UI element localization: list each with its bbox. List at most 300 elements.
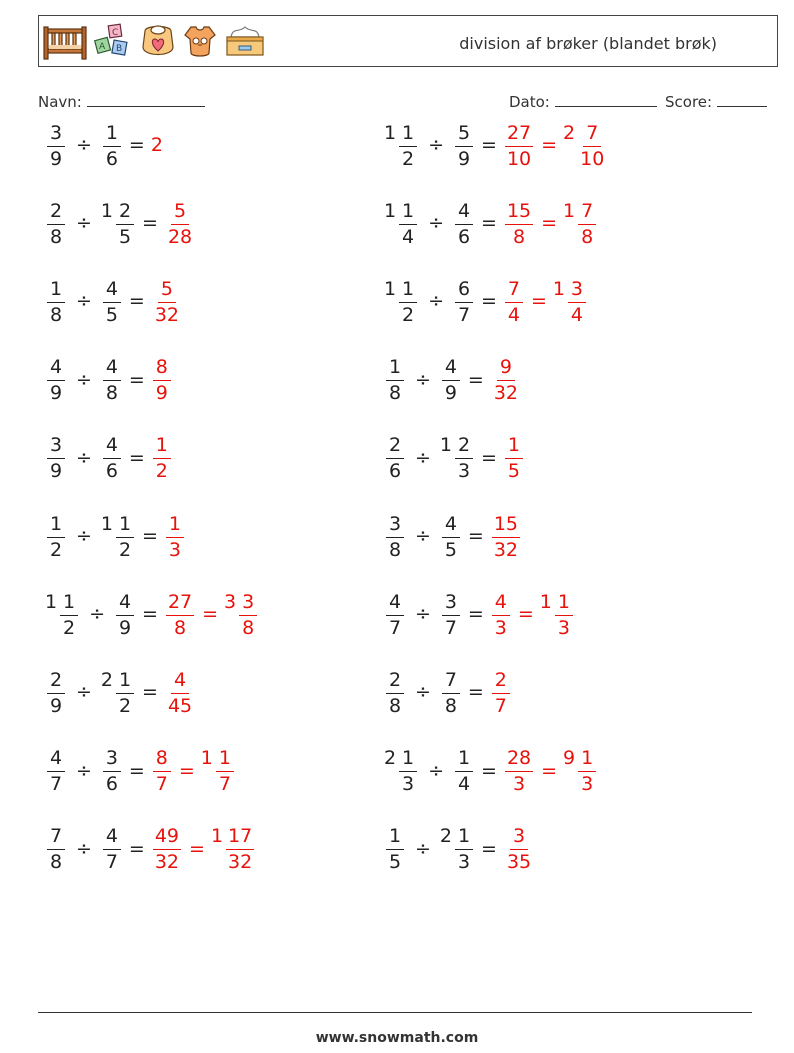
worksheet-title: division af brøker (blandet brøk)	[459, 34, 717, 53]
dividend-fraction	[386, 436, 404, 481]
answer	[164, 199, 196, 248]
answer-mixed-fraction	[216, 749, 234, 794]
dividend-denominator: 2	[49, 538, 63, 561]
divisor-denominator: 7	[105, 851, 118, 874]
divide-sign: ÷	[76, 759, 92, 782]
answer	[503, 747, 535, 796]
divide-sign: ÷	[76, 134, 92, 156]
divide-sign: ÷	[428, 212, 445, 235]
answer-denominator: 8	[512, 225, 526, 248]
problem-item	[384, 428, 525, 488]
divisor-denominator: 6	[105, 773, 118, 796]
answer-numerator: 5	[171, 202, 189, 225]
answer-mixed-denominator: 4	[570, 303, 583, 326]
answer-denominator: 32	[154, 851, 180, 874]
answer-mixed-numerator: 17	[226, 827, 254, 850]
answer-mixed	[553, 278, 588, 325]
answer	[164, 669, 196, 716]
equals-sign: =	[467, 525, 484, 547]
answer-mixed	[200, 747, 236, 796]
answer	[164, 513, 186, 560]
divisor-numerator: 2	[455, 436, 473, 459]
divisor-denominator: 8	[105, 382, 118, 405]
dividend	[45, 200, 67, 247]
answer	[503, 825, 535, 872]
footer-website: www.snowmath.com	[315, 1030, 479, 1046]
dividend-numerator: 3	[386, 515, 404, 538]
answer-denominator: 9	[155, 382, 168, 405]
divisor-fraction	[442, 668, 460, 717]
problem-item	[45, 271, 183, 331]
answer-mixed	[201, 747, 236, 794]
divisor	[101, 200, 136, 247]
answer-mixed-numerator: 3	[568, 280, 586, 303]
dividend-fraction	[47, 668, 65, 717]
divisor-fraction	[116, 668, 134, 717]
score-label: Score:	[665, 93, 713, 111]
answer-numerator: 15	[505, 202, 533, 225]
divisor-denominator: 5	[118, 225, 132, 248]
answer	[151, 356, 173, 403]
answer-fraction	[166, 668, 194, 717]
answer	[490, 591, 512, 638]
dividend	[384, 513, 406, 560]
equals-sign: =	[541, 134, 558, 156]
answer	[151, 434, 173, 483]
answer-denominator: 35	[506, 851, 532, 874]
answer-mixed-numerator: 1	[555, 593, 573, 616]
answer	[151, 134, 164, 156]
divisor-numerator: 1	[116, 671, 134, 694]
answer-mixed	[552, 277, 588, 326]
answer-denominator: 7	[155, 773, 168, 796]
divisor	[440, 669, 462, 716]
answer-mixed-whole: 3	[224, 590, 237, 613]
dividend-whole: 1	[384, 277, 397, 300]
divisor-whole: 2	[439, 825, 453, 848]
answer-mixed	[540, 591, 575, 638]
dividend	[384, 591, 406, 638]
divisor-fraction	[442, 590, 460, 639]
answer-numerator: 5	[158, 280, 176, 303]
answer-mixed-numerator: 7	[578, 202, 596, 225]
dividend	[45, 591, 80, 638]
answer-numerator: 4	[492, 593, 510, 616]
answer-mixed-denominator: 10	[580, 147, 605, 170]
dividend-fraction	[386, 827, 404, 872]
name-line[interactable]	[87, 92, 205, 107]
problem-item	[45, 506, 186, 566]
answer	[503, 200, 535, 247]
divisor-denominator: 5	[105, 303, 118, 326]
answer-denominator: 3	[512, 773, 526, 796]
dividend	[45, 278, 67, 325]
date-line[interactable]	[555, 92, 657, 107]
svg-text:A: A	[99, 42, 106, 52]
answer	[490, 512, 522, 561]
equals-sign: =	[541, 759, 558, 782]
dividend-denominator: 9	[49, 147, 63, 170]
dividend-fraction	[47, 436, 65, 481]
answer-mixed	[563, 121, 608, 170]
divide-sign: ÷	[415, 446, 431, 469]
divisor	[101, 669, 136, 716]
divisor-fraction	[442, 358, 460, 403]
divisor	[440, 591, 462, 638]
answer-mixed	[224, 591, 259, 638]
divide-sign: ÷	[89, 603, 106, 626]
equals-sign: =	[189, 837, 205, 860]
divisor-numerator: 4	[116, 593, 134, 616]
answer	[151, 747, 173, 796]
dividend-fraction	[47, 121, 65, 170]
answer-numerator: 1	[505, 436, 523, 459]
answer	[151, 825, 183, 874]
name-field	[38, 92, 205, 111]
answer-denominator: 45	[167, 694, 193, 717]
answer-fraction	[492, 512, 520, 561]
divisor	[114, 591, 136, 638]
answer-fraction	[153, 436, 171, 481]
answer-mixed	[539, 590, 575, 639]
dividend	[45, 669, 67, 716]
dividend-denominator: 6	[388, 460, 402, 483]
divisor-numerator: 7	[442, 671, 460, 694]
answer-mixed-whole: 1	[200, 747, 213, 770]
answer-mixed-denominator: 8	[242, 616, 255, 639]
answer-mixed-denominator: 32	[228, 851, 253, 874]
answer-mixed-fraction	[578, 199, 596, 248]
dividend-fraction	[47, 749, 65, 794]
answer	[151, 278, 183, 325]
answer-mixed-fraction	[578, 121, 606, 170]
equals-sign: =	[530, 290, 547, 313]
divisor-numerator: 3	[103, 749, 121, 772]
divisor-whole: 1	[100, 512, 114, 535]
dividend-denominator: 3	[402, 773, 415, 796]
answer-numerator: 15	[492, 515, 520, 538]
answer-numerator: 49	[153, 827, 181, 850]
problem-item	[45, 428, 173, 488]
answer	[490, 356, 522, 403]
equals-sign: =	[541, 212, 558, 235]
answer	[164, 200, 196, 247]
dividend-fraction	[399, 199, 417, 248]
divisor-numerator: 1	[455, 827, 473, 850]
date-label: Dato:	[509, 93, 550, 111]
dividend-denominator: 8	[388, 694, 402, 717]
answer-denominator: 32	[154, 303, 180, 326]
answer-mixed-whole: 1	[552, 277, 565, 300]
divisor-fraction	[116, 199, 134, 248]
answer	[503, 747, 535, 794]
divisor-numerator: 4	[103, 358, 121, 381]
answer-numerator: 27	[505, 124, 533, 147]
equals-sign: =	[481, 290, 497, 313]
svg-text:B: B	[116, 44, 123, 54]
equals-sign: =	[142, 525, 158, 547]
dividend-numerator: 4	[47, 749, 65, 772]
answer-denominator: 4	[507, 303, 520, 326]
answer-mixed-denominator: 8	[581, 225, 594, 248]
divisor	[453, 747, 475, 794]
dividend-whole: 1	[45, 590, 58, 613]
dividend-denominator: 8	[49, 225, 63, 248]
problem-item	[384, 271, 588, 331]
answer-fraction	[492, 668, 510, 717]
divisor-whole: 1	[439, 434, 453, 457]
answer	[151, 434, 173, 481]
divisor	[440, 356, 462, 403]
divisor-fraction	[103, 277, 121, 326]
divisor-numerator: 4	[442, 358, 460, 381]
answer-mixed-numerator: 1	[578, 749, 596, 772]
answer-fraction	[166, 199, 194, 248]
dividend-numerator: 3	[47, 124, 65, 147]
answer-denominator: 28	[167, 225, 193, 248]
divisor	[440, 434, 475, 481]
dividend-denominator: 8	[49, 851, 63, 874]
equals-sign: =	[481, 446, 497, 469]
divide-sign: ÷	[415, 368, 431, 391]
answer	[503, 122, 535, 169]
divisor-denominator: 9	[457, 147, 471, 170]
divisor-denominator: 6	[105, 147, 118, 170]
dividend	[384, 278, 419, 325]
dividend-denominator: 2	[402, 147, 415, 170]
answer-denominator: 3	[168, 538, 181, 561]
answer	[503, 199, 535, 248]
answer-fraction	[153, 749, 171, 794]
answer-numerator: 2	[492, 671, 510, 694]
dividend-fraction	[399, 277, 417, 326]
answer-numerator: 3	[510, 827, 528, 850]
dividend-numerator: 4	[47, 358, 65, 381]
dividend	[45, 513, 67, 560]
dividend-numerator: 4	[386, 593, 404, 616]
answer-fraction	[505, 436, 523, 481]
dividend-denominator: 7	[388, 616, 402, 639]
dividend-numerator: 2	[386, 436, 404, 459]
answer-fraction	[505, 199, 533, 248]
dividend-denominator: 2	[63, 616, 76, 639]
answer-mixed	[563, 200, 598, 247]
problem-item	[45, 115, 164, 175]
answer-mixed-numerator: 3	[239, 593, 257, 616]
divisor	[101, 278, 123, 325]
divide-sign: ÷	[76, 212, 92, 235]
divisor-denominator: 7	[444, 616, 457, 639]
answer-mixed	[563, 199, 598, 248]
dividend-denominator: 8	[49, 303, 63, 326]
answer	[503, 277, 525, 326]
dividend-numerator: 2	[47, 202, 65, 225]
divide-sign: ÷	[428, 759, 445, 782]
answer-mixed-numerator: 1	[216, 749, 234, 772]
dividend	[384, 434, 406, 481]
answer-fraction	[492, 590, 510, 639]
dividend	[45, 825, 67, 872]
dividend-numerator: 1	[399, 280, 417, 303]
equals-sign: =	[481, 212, 497, 235]
divisor-numerator: 4	[442, 515, 460, 538]
equals-sign: =	[467, 603, 484, 626]
dividend	[384, 669, 406, 716]
divisor	[101, 356, 123, 403]
answer-numerator: 27	[166, 593, 194, 616]
answer-numerator: 28	[505, 749, 533, 772]
problem-item	[384, 350, 522, 410]
answer-fraction	[505, 121, 533, 170]
equals-sign: =	[481, 134, 497, 156]
divisor	[440, 513, 462, 560]
answer-denominator: 32	[493, 538, 519, 561]
problem-item	[384, 193, 598, 253]
answer-value: 2	[150, 134, 163, 156]
answer	[490, 590, 512, 639]
dividend-numerator: 1	[386, 827, 404, 850]
answer-numerator: 9	[497, 358, 515, 381]
answer	[164, 512, 186, 561]
dividend-numerator: 1	[47, 515, 65, 538]
answer	[151, 356, 173, 405]
divide-sign: ÷	[415, 837, 431, 860]
divisor-fraction	[103, 358, 121, 403]
answer-denominator: 7	[494, 694, 507, 717]
divisor-numerator: 2	[116, 202, 134, 225]
problem-item	[45, 193, 196, 253]
divisor	[101, 747, 123, 794]
problem-item	[384, 584, 575, 644]
dividend-denominator: 5	[388, 851, 402, 874]
answer	[503, 825, 535, 874]
footer-divider	[38, 1012, 752, 1013]
dividend-fraction	[47, 277, 65, 326]
divide-sign: ÷	[76, 837, 92, 860]
problem-item	[384, 506, 522, 566]
answer-fraction	[153, 277, 181, 326]
divisor-numerator: 4	[103, 827, 121, 850]
answer-denominator: 10	[506, 147, 532, 170]
dividend-whole: 1	[384, 121, 397, 144]
equals-sign: =	[517, 603, 534, 626]
dividend	[384, 825, 406, 872]
dividend-fraction	[399, 749, 417, 794]
dividend-denominator: 9	[49, 382, 63, 405]
equals-sign: =	[142, 681, 158, 704]
dividend-fraction	[386, 512, 404, 561]
answer	[151, 134, 164, 156]
answer-mixed-fraction	[555, 590, 573, 639]
dividend-fraction	[47, 358, 65, 403]
dividend	[45, 747, 67, 794]
divide-sign: ÷	[76, 446, 92, 469]
dividend	[384, 747, 419, 794]
divide-sign: ÷	[76, 525, 92, 547]
answer-fraction	[153, 827, 181, 872]
answer-mixed-fraction	[568, 277, 586, 326]
answer	[503, 434, 525, 483]
divisor-denominator: 9	[444, 382, 457, 405]
dividend	[384, 356, 406, 403]
divisor-fraction	[116, 512, 134, 561]
divisor-numerator: 1	[116, 515, 134, 538]
name-label: Navn:	[38, 93, 82, 111]
abc-blocks-icon	[93, 23, 133, 61]
answer-fraction	[492, 358, 520, 403]
divisor-denominator: 9	[118, 616, 132, 639]
dividend-fraction	[60, 590, 78, 639]
score-line[interactable]	[717, 92, 767, 107]
answer-mixed-whole: 1	[563, 199, 576, 222]
divide-sign: ÷	[428, 134, 445, 156]
baby-bib-icon	[139, 23, 177, 61]
divisor-fraction	[442, 512, 460, 561]
divisor	[440, 825, 475, 872]
divide-sign: ÷	[76, 290, 92, 313]
dividend-fraction	[47, 512, 65, 561]
divisor	[101, 825, 123, 872]
equals-sign: =	[128, 368, 145, 391]
tissue-box-icon	[223, 23, 267, 61]
answer-mixed-denominator: 7	[218, 773, 231, 796]
divisor-fraction	[455, 436, 473, 481]
score-field	[665, 92, 767, 111]
dividend-fraction	[386, 590, 404, 639]
answer-mixed-denominator: 3	[581, 773, 594, 796]
dividend-fraction	[47, 827, 65, 872]
equals-sign: =	[178, 759, 195, 782]
answer	[490, 669, 512, 716]
divisor	[453, 122, 475, 169]
worksheet-header	[38, 15, 778, 67]
divisor-numerator: 6	[455, 280, 473, 303]
svg-text:C: C	[112, 28, 119, 38]
answer	[490, 668, 512, 717]
answer-numerator: 8	[153, 358, 171, 381]
divisor-whole: 1	[100, 199, 114, 222]
dividend	[45, 434, 67, 481]
divisor-denominator: 3	[457, 460, 471, 483]
equals-sign: =	[481, 837, 497, 860]
answer-denominator: 3	[494, 616, 507, 639]
equals-sign: =	[142, 603, 158, 626]
problem-item	[384, 741, 598, 801]
divisor-numerator: 4	[455, 202, 473, 225]
answer-mixed-whole: 1	[539, 590, 552, 613]
divisor-fraction	[116, 590, 134, 639]
answer-denominator: 32	[493, 382, 519, 405]
divisor	[101, 513, 136, 560]
divisor-denominator: 8	[444, 694, 457, 717]
answer-denominator: 2	[155, 460, 168, 483]
divisor	[101, 122, 123, 169]
answer-fraction	[166, 512, 184, 561]
baby-onesie-icon	[183, 23, 217, 61]
answer-denominator: 8	[173, 616, 187, 639]
dividend	[45, 356, 67, 403]
divide-sign: ÷	[76, 681, 92, 704]
crib-icon	[43, 23, 87, 61]
dividend-whole: 2	[384, 747, 397, 770]
equals-sign: =	[481, 759, 497, 782]
divisor-whole: 2	[100, 668, 114, 691]
answer-fraction	[153, 358, 171, 403]
divisor-denominator: 3	[457, 851, 471, 874]
problem-item	[45, 584, 259, 644]
equals-sign: =	[128, 290, 145, 313]
divisor-denominator: 6	[105, 460, 118, 483]
